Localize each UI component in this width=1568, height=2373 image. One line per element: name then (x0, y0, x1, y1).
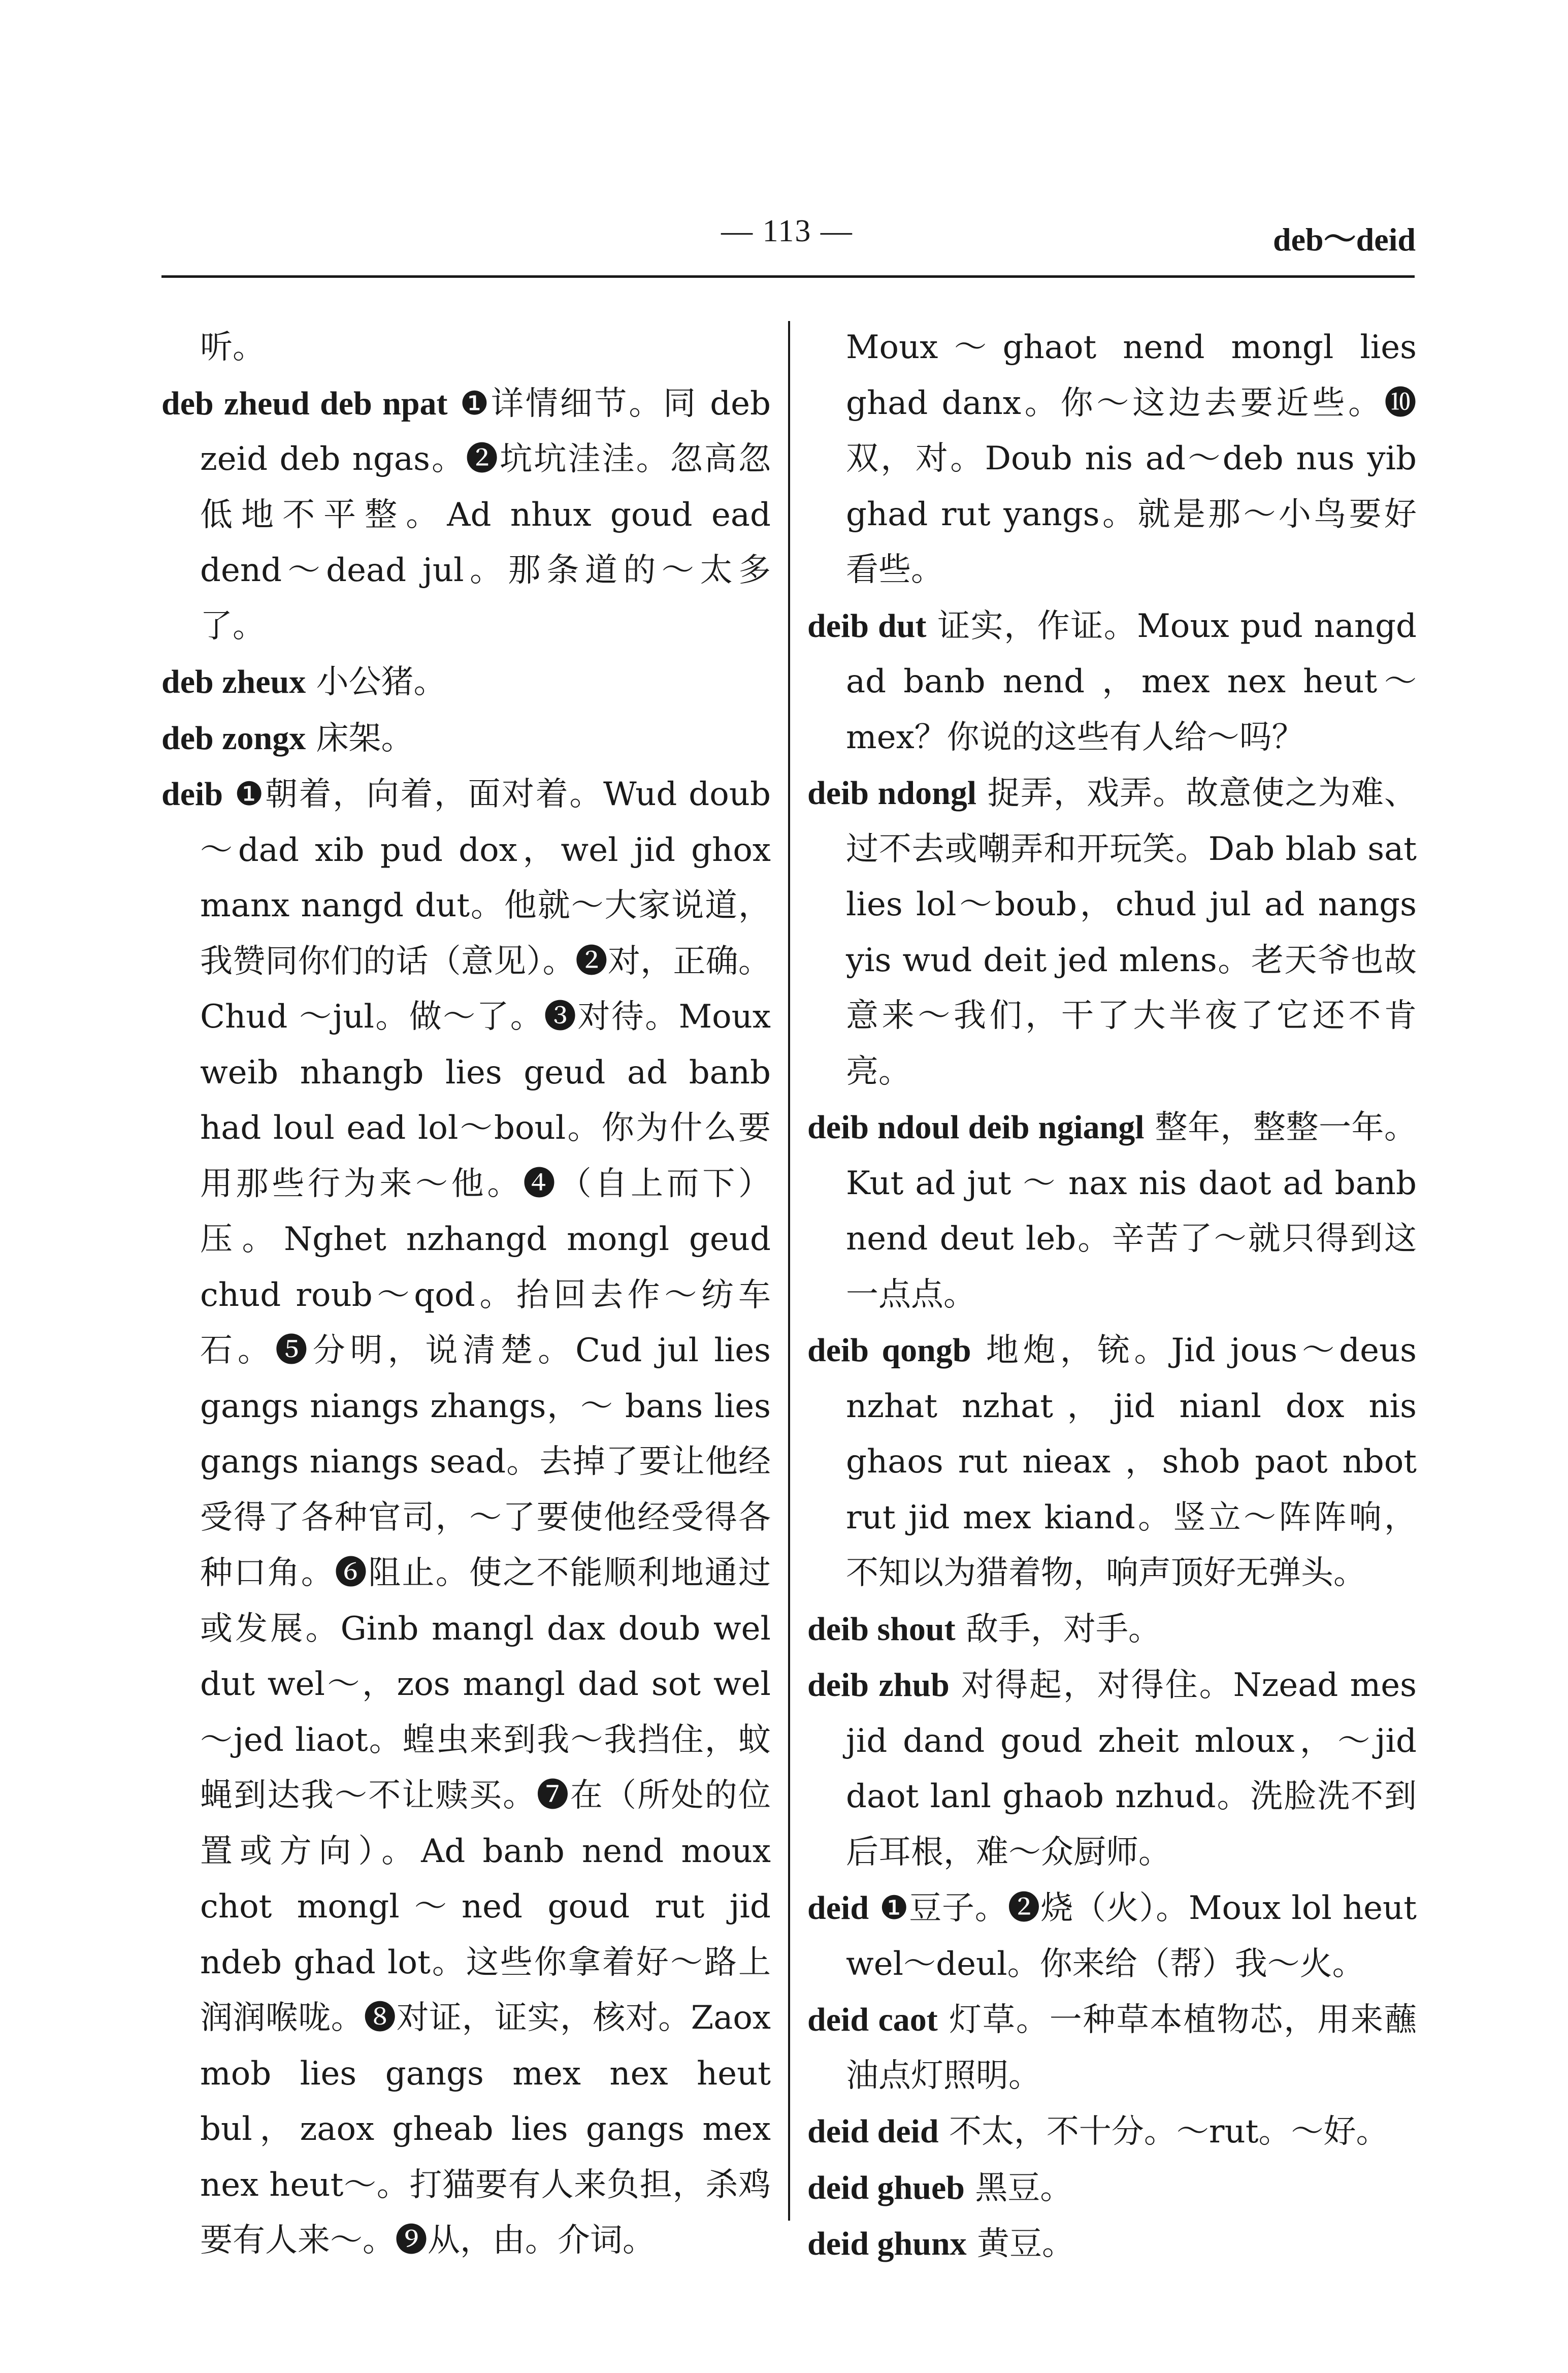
column-divider (788, 321, 790, 2221)
entry-headword: deib (161, 776, 223, 813)
dictionary-entry (161, 711, 771, 767)
entry-definition: 整年，整整一年。Kut ad jut ～ nax nis daot ad banb nend deut leb。辛苦了～就只得到这一点点。 (846, 1109, 1417, 1313)
entry-definition: ❶豆子。❷烧（火）。Moux lol heut wel～deul。你来给（帮）我～火。 (846, 1889, 1417, 1983)
entry-definition: 灯草。一种草本植物芯，用来蘸油点灯照明。 (846, 2001, 1417, 2095)
dictionary-entry (807, 1323, 1417, 1601)
entry-definition: 听。 (200, 329, 265, 366)
dictionary-entry (161, 766, 771, 2269)
dictionary-entry (807, 2104, 1417, 2160)
dictionary-entry (807, 2160, 1417, 2217)
entry-definition: 床架。 (306, 719, 414, 757)
entry-headword: deid (807, 1889, 869, 1927)
dictionary-entry (807, 598, 1417, 766)
dictionary-entry (807, 1601, 1417, 1658)
dictionary-entry (807, 320, 1417, 598)
entry-headword: deib shout (807, 1610, 956, 1648)
dictionary-entry (161, 376, 771, 655)
entry-definition: 捉弄，戏弄。故意使之为难、过不去或嘲弄和开玩笑。Dab blab sat lies lol～boub，chud jul ad nangs yis wud deit jed mlens。老天爷也故意来～我们，干了大半夜了它还不肯亮。 (846, 775, 1417, 1091)
running-head: deb～deid (1273, 221, 1416, 258)
dictionary-entry (807, 2216, 1417, 2272)
entry-headword: deib zhub (807, 1666, 950, 1704)
entry-definition: Moux～ghaot nend mongl lies ghad danx。你～这边去要近些。❿双，对。Doub nis ad～deb nus yib ghad rut yangs。就是那～小鸟要好看些。 (846, 329, 1417, 589)
entry-headword: deib ndoul deib ngiangl (807, 1109, 1145, 1146)
right-column (807, 320, 1417, 2272)
entry-headword: deb zheux (161, 663, 306, 700)
entry-definition: 对得起，对得住。Nzead mes jid dand goud zheit mloux，～jid daot lanl ghaob nzhud。洗脸洗不到后耳根，难～众厨师。 (846, 1666, 1417, 1871)
entry-headword: deid ghueb (807, 2169, 965, 2206)
entry-definition: 黑豆。 (964, 2169, 1073, 2207)
dictionary-entry (807, 765, 1417, 1100)
dictionary-entry (807, 1657, 1417, 1880)
dictionary-entry (161, 654, 771, 711)
page-number: — 113 — (721, 214, 853, 248)
entry-definition: 不太，不十分。～rut。～好。 (938, 2113, 1389, 2151)
entry-headword: deib dut (807, 607, 927, 645)
dictionary-entry (161, 320, 771, 376)
entry-headword: deib ndongl (807, 775, 977, 812)
header-rule (161, 275, 1415, 278)
entry-definition: 小公猪。 (306, 663, 446, 701)
entry-definition: ❶朝着，向着，面对着。Wud doub ～dad xib pud dox，wel jid ghox manx nangd dut。他就～大家说道，我赞同你们的话（意见）。❷对，正确。Chud ～jul。做～了。❸对待。Moux weib nhangb lies geud ad banb had loul ead lol～boul。你为什么要用那些行为来～他。❹（自上而下）压。Nghet nzhangd mongl geud chud roub～qod。抬回去作～纺车石。❺分明，说清楚。Cud jul lies gangs niangs zhangs，～ bans lies gangs niangs sead。去掉了要让他经受得了各种官司，～了要使他经受得各种口角。❻阻止。使之不能顺利地通过或发展。Ginb mangl dax doub wel dut wel～，zos mangl dad sot wel～jed liaot。蝗虫来到我～我挡住，蚊蝇到达我～不让赎买。❼在（所处的位置或方向）。Ad banb nend moux chot mongl～ned goud rut jid ndeb ghad lot。这些你拿着好～路上润润喉咙。❽对证，证实，核对。Zaox mob lies gangs mex nex heut bul，zaox gheab lies gangs mex nex heut～。打猫要有人来负担，杀鸡要有人来～。❾从，由。介词。 (200, 776, 771, 2259)
entry-definition: ❶详情细节。同 deb zeid deb ngas。❷坑坑洼洼。忽高忽低地不平整。Ad nhux goud ead dend～dead jul。那条道的～太多了。 (200, 384, 771, 645)
dictionary-entry (807, 1992, 1417, 2104)
entry-definition: 地炮，铳。Jid jous～deus nzhat nzhat，jid nianl dox nis ghaos rut nieax ，shob paot nbot rut jid mex kiand。竖立～阵阵响，不知以为猎着物，响声顶好无弹头。 (846, 1332, 1417, 1592)
dictionary-entry (807, 1880, 1417, 1992)
entry-definition: 黄豆。 (966, 2225, 1075, 2263)
entry-headword: deib qongb (807, 1332, 971, 1369)
entry-definition: 证实，作证。Moux pud nangd ad banb nend ，mex nex heut～mex？你说的这些有人给～吗？ (846, 607, 1417, 756)
entry-headword: deid caot (807, 2001, 938, 2038)
entry-definition: 敌手，对手。 (955, 1610, 1161, 1648)
entry-headword: deb zheud deb npat (161, 384, 448, 422)
entry-headword: deid ghunx (807, 2225, 967, 2262)
dictionary-entry (807, 1100, 1417, 1323)
left-column (161, 320, 771, 2269)
entry-headword: deb zongx (161, 719, 306, 757)
entry-headword: deid deid (807, 2113, 939, 2150)
